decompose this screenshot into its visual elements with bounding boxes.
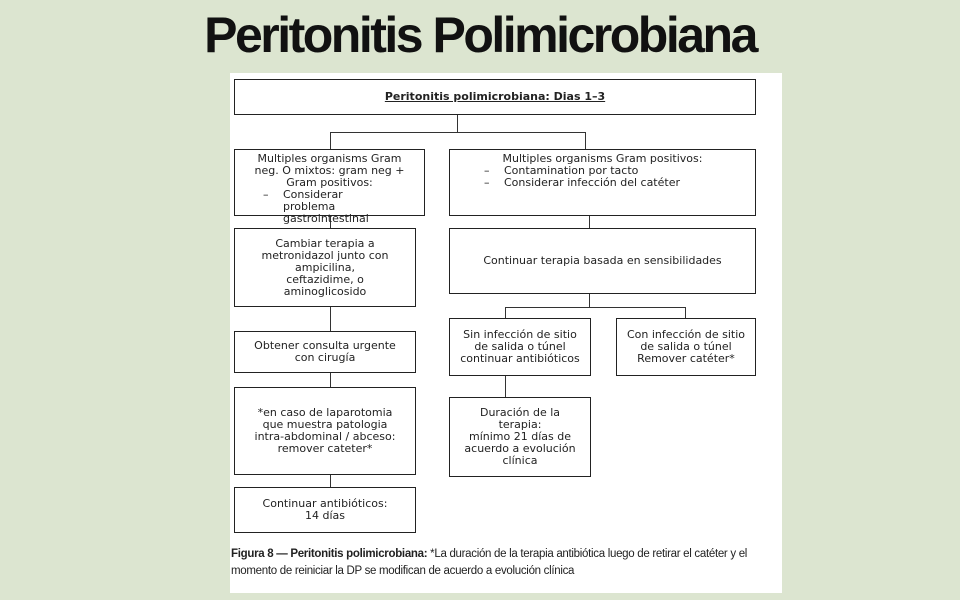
connector-line	[330, 372, 331, 387]
surgery-consult-text: Obtener consulta urgente con cirugía	[254, 339, 396, 364]
sensitivity-therapy-text: Continuar terapia basada en sensibilidades	[483, 254, 722, 267]
flowchart-header: Peritonitis polimicrobiana: Dias 1–3	[384, 90, 606, 103]
sensitivity-therapy-box	[449, 228, 756, 294]
figure-caption-label: Figura 8 — Peritonitis polimicrobiana:	[231, 548, 428, 560]
connector-line	[585, 132, 586, 149]
list-dash: –	[484, 164, 490, 177]
connector-line	[330, 475, 331, 487]
no-infection-box	[449, 318, 591, 376]
right-gram-positive-intro: Multiples organisms Gram positivos:	[502, 152, 703, 165]
list-item	[241, 189, 418, 225]
figure-caption	[231, 546, 771, 580]
continue-antibiotics-text: Continuar antibióticos: 14 días	[262, 497, 388, 522]
no-infection-text: Sin infección de sitio de salida o túnel continuar antibióticos	[460, 328, 580, 365]
left-mixed-gram-item: Considerar problema gastrointestinal	[283, 188, 369, 225]
connector-line	[505, 376, 506, 397]
connector-line	[685, 307, 686, 318]
connector-line	[457, 115, 458, 132]
laparotomy-text: *en caso de laparotomia que muestra patologia intra-abdominal / abceso: remover cateter*	[254, 406, 396, 455]
connector-line	[330, 132, 331, 149]
connector-line	[330, 132, 586, 133]
left-mixed-gram-intro: Multiples organisms Gram neg. O mixtos: gram neg + Gram positivos:	[254, 152, 405, 189]
therapy-duration-box	[449, 397, 591, 477]
connector-line	[330, 306, 331, 331]
list-item	[456, 177, 749, 189]
right-gram-positive-item: Contamination por tacto	[504, 164, 639, 177]
figure-caption-text: *La duración de la terapia antibiótica luego de retirar el catéter y el momento de reiniciar la DP se modifican de acuerdo a evolución clínica	[231, 548, 748, 577]
right-gram-positive-box	[449, 149, 756, 216]
left-mixed-gram-box	[234, 149, 425, 225]
right-gram-positive-item: Considerar infección del catéter	[504, 176, 680, 189]
continue-antibiotics-box	[234, 487, 416, 533]
list-dash: –	[484, 176, 490, 189]
surgery-consult-box	[234, 331, 416, 373]
list-dash: –	[263, 188, 269, 201]
with-infection-text: Con infección de sitio de salida o túnel Remover catéter*	[626, 328, 746, 365]
connector-line	[589, 216, 590, 228]
flowchart-header-box	[234, 79, 756, 115]
connector-line	[505, 307, 685, 308]
change-therapy-box	[234, 228, 416, 307]
connector-line	[505, 307, 506, 318]
therapy-duration-text: Duración de la terapia: mínimo 21 días de acuerdo a evolución clínica	[464, 406, 576, 467]
change-therapy-text: Cambiar terapia a metronidazol junto con ampicilina, ceftazidime, o aminoglicosido	[261, 236, 389, 298]
with-infection-box	[616, 318, 756, 376]
laparotomy-box	[234, 387, 416, 475]
slide-title: Peritonitis Polimicrobiana	[204, 7, 756, 63]
connector-line	[589, 293, 590, 307]
